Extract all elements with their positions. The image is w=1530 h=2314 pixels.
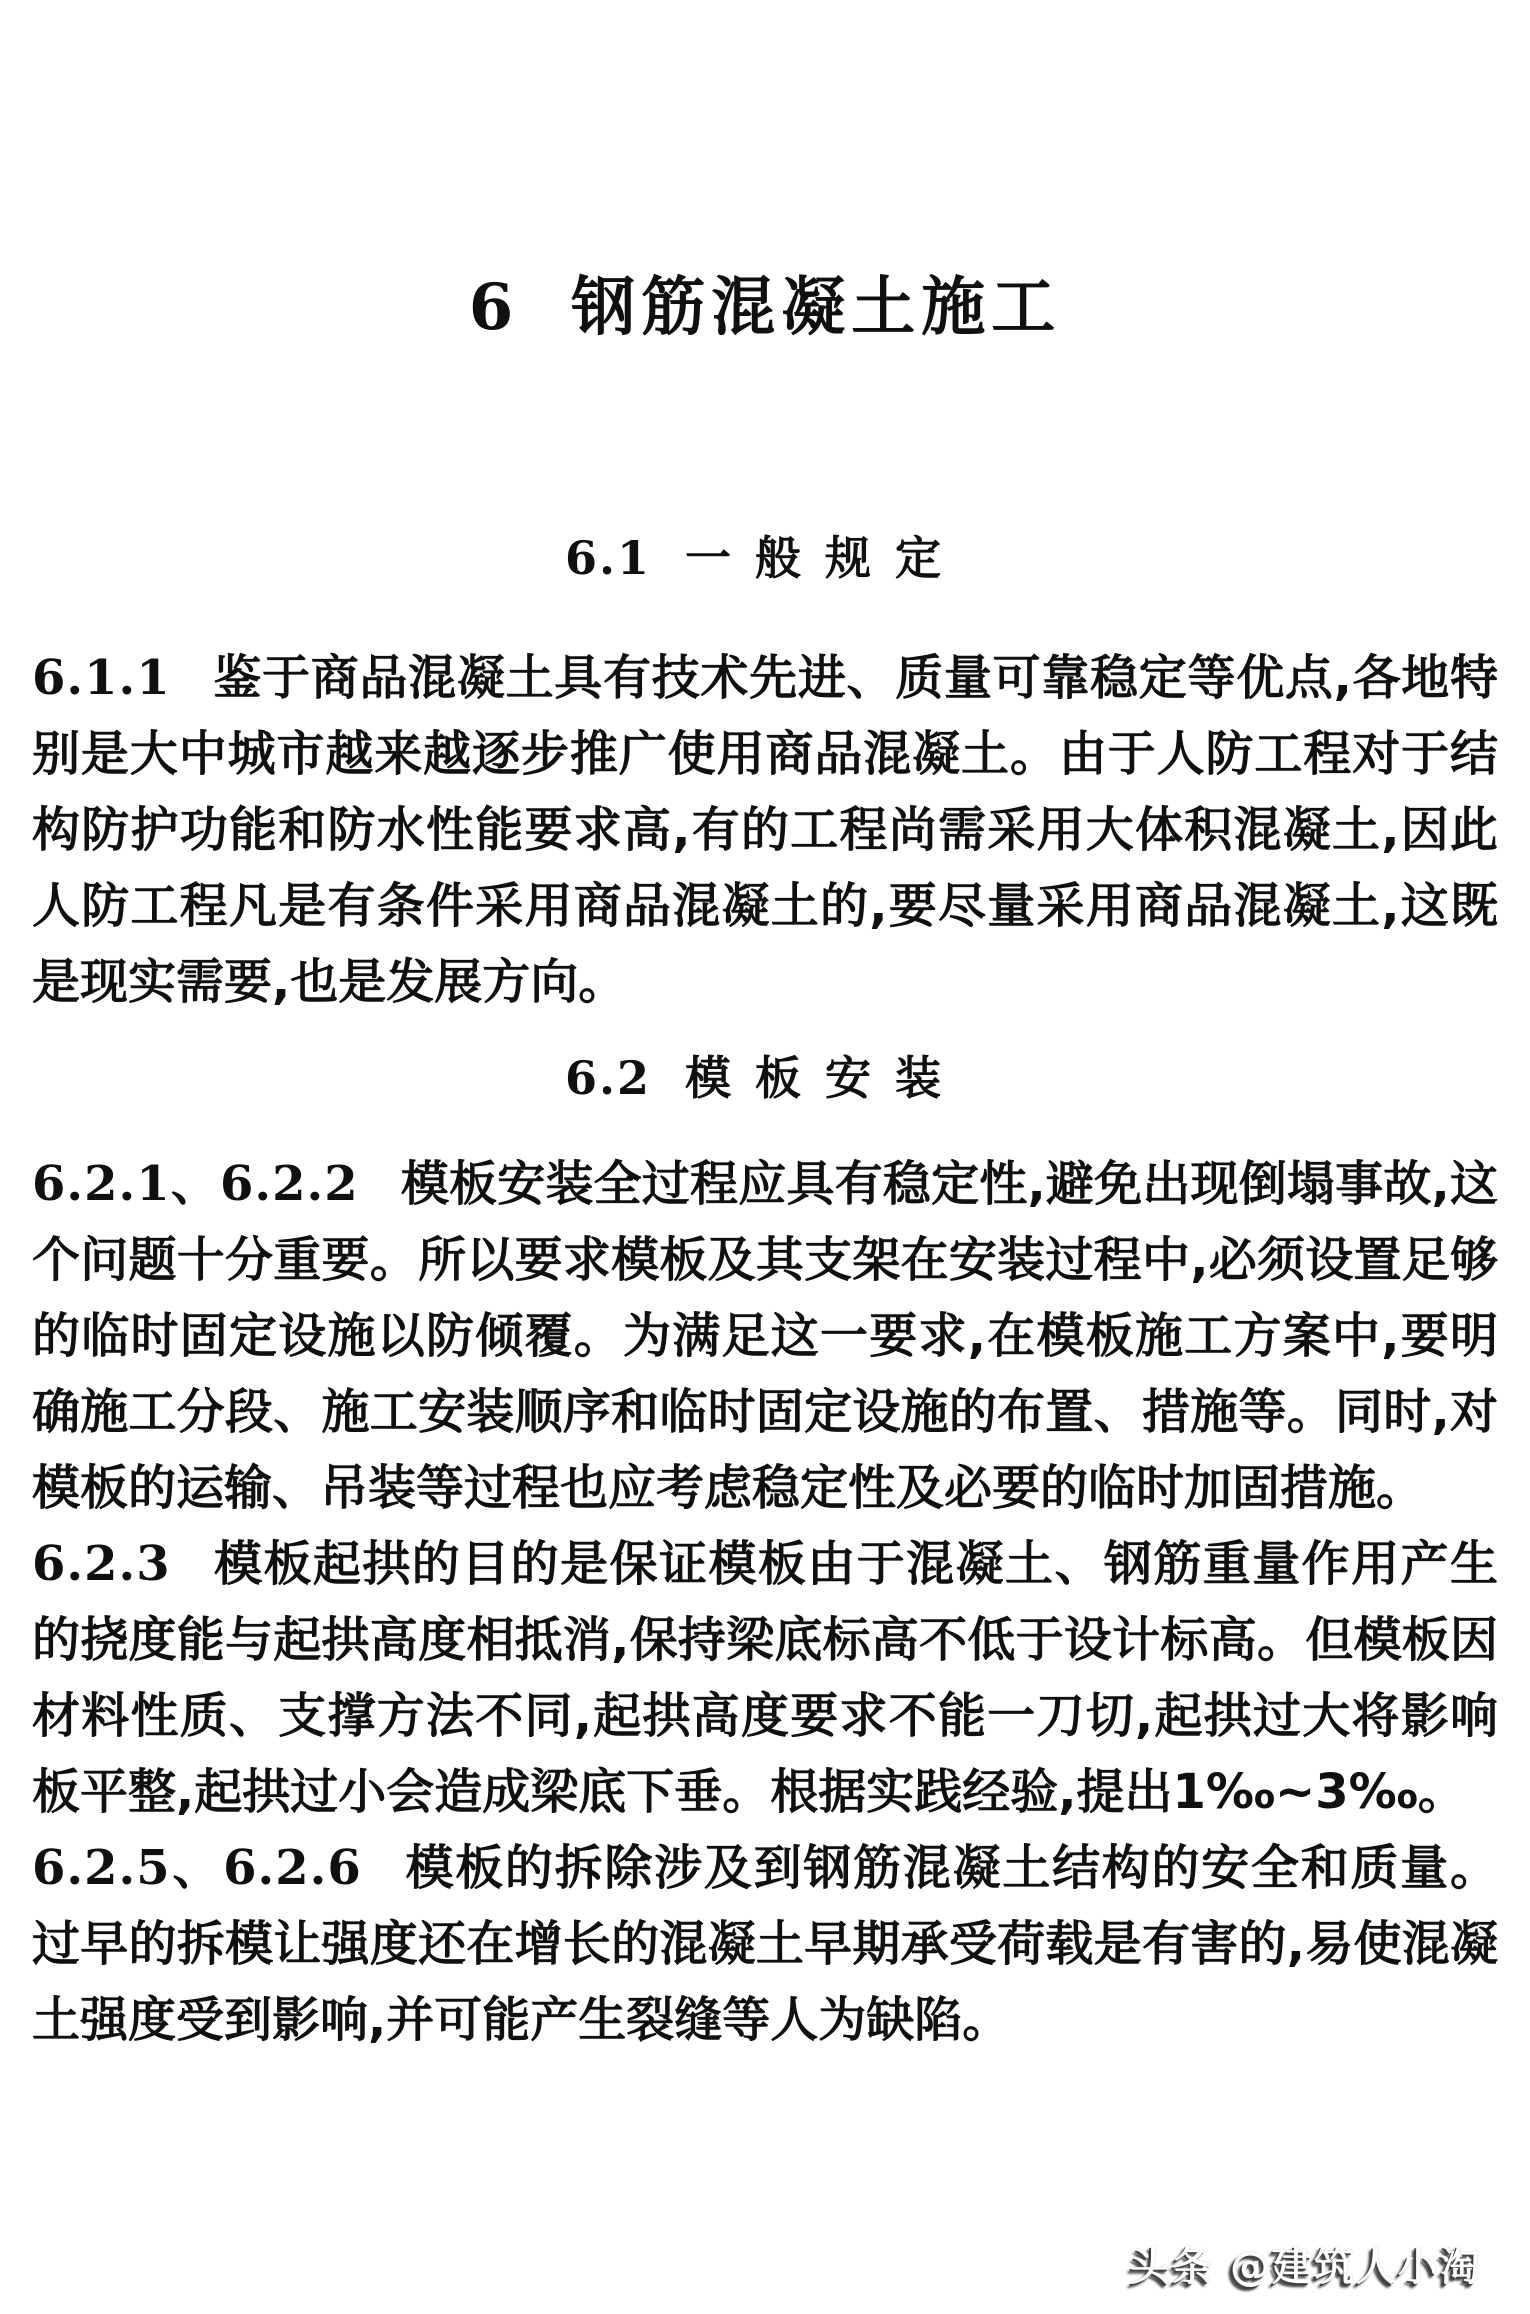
paragraph-label: 6.2.5、6.2.6 xyxy=(32,1840,362,1896)
paragraph-text: 模板安装全过程应具有稳定性,避免出现倒塌事故,这个问题十分重要。所以要求模板及其支架在安装过程中,必须设置足够的临时固定设施以防倾覆。为满足这一要求,在模板施工方案中,要明确施工分段、施工安装顺序和临时固定设施的布置、措施等。同时,对模板的运输、吊装等过程也应考虑稳定性及必要的临时加固措施。 xyxy=(32,1156,1498,1516)
paragraph-text: 鉴于商品混凝土具有技术先进、质量可靠稳定等优点,各地特别是大中城市越来越逐步推广使用商品混凝土。由于人防工程对于结构防护功能和防水性能要求高,有的工程尚需采用大体积混凝土,因此人防工程凡是有条件采用商品混凝土的,要尽量采用商品混凝土,这既是现实需要,也是发展方向。 xyxy=(32,650,1498,1010)
chapter-title xyxy=(32,0,1498,346)
section-number: 6.2 xyxy=(564,1051,652,1105)
paragraph-label: 6.2.3 xyxy=(32,1536,171,1592)
section-heading-6-2 xyxy=(32,1048,1498,1108)
section-heading-6-1 xyxy=(32,528,1498,588)
paragraph-6-2-1-6-2-2 xyxy=(32,1146,1498,1526)
section-title: 模板安装 xyxy=(685,1051,966,1105)
chapter-title-text: 钢筋混凝土施工 xyxy=(571,271,1062,345)
toutiao-watermark: 头条 @建筑人小淘 xyxy=(1130,2244,1482,2290)
paragraph-6-2-3 xyxy=(32,1526,1498,1830)
paragraph-label: 6.2.1、6.2.2 xyxy=(32,1156,359,1212)
section-number: 6.1 xyxy=(564,531,652,585)
paragraph-text: 模板起拱的目的是保证模板由于混凝土、钢筋重量作用产生的挠度能与起拱高度相抵消,保持梁底标高不低于设计标高。但模板因材料性质、支撑方法不同,起拱高度要求不能一刀切,起拱过大将影响板平整,起拱过小会造成梁底下垂。根据实践经验,提出1‰~3‰。 xyxy=(32,1536,1498,1820)
paragraph-label: 6.1.1 xyxy=(32,650,171,706)
chapter-number: 6 xyxy=(468,270,514,345)
section-title: 一般规定 xyxy=(685,531,966,585)
paragraph-6-1-1 xyxy=(32,640,1498,1020)
paragraph-text: 模板的拆除涉及到钢筋混凝土结构的安全和质量。过早的拆模让强度还在增长的混凝土早期承受荷载是有害的,易使混凝土强度受到影响,并可能产生裂缝等人为缺陷。 xyxy=(32,1840,1498,2048)
paragraph-6-2-5-6-2-6 xyxy=(32,1830,1498,2058)
